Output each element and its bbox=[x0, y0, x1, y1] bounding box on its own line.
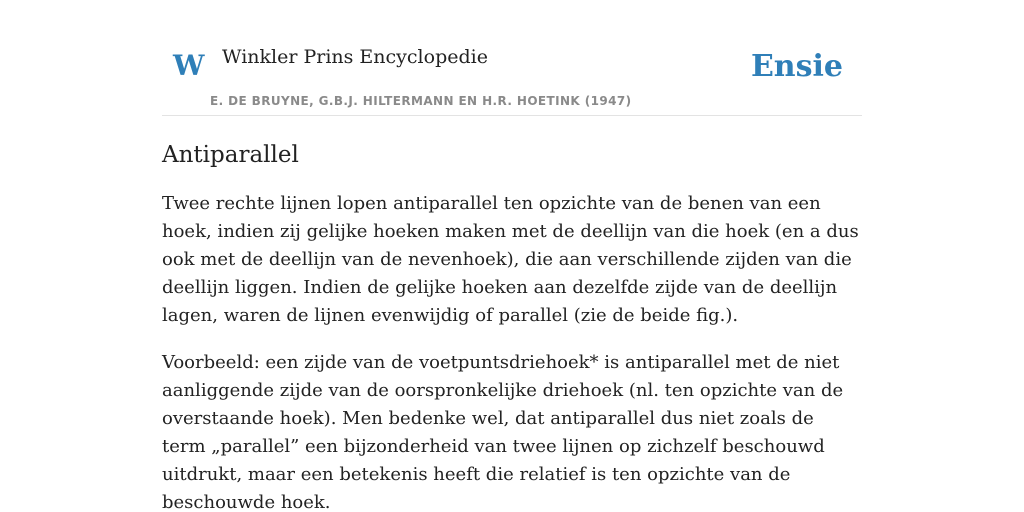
entry-content bbox=[162, 138, 862, 512]
entry-paragraph: Voorbeeld: een zijde van de voetpuntsdriehoek* is antiparallel met de niet aanliggende zijde van de oorspronkelijke driehoek (nl. ten opzichte van de overstaande hoek). Men bedenke wel, dat antiparallel dus niet zoals de term „parallel” een bijzonderheid van twee lijnen op zichzelf beschouwd uitdrukt, maar een betekenis heeft die relatief is ten opzichte van de beschouwde hoek. bbox=[162, 352, 844, 512]
ensie-logo[interactable]: Ensie bbox=[750, 49, 843, 84]
book-title[interactable]: Winkler Prins Encyclopedie bbox=[222, 46, 488, 68]
book-authors: E. DE BRUYNE, G.B.J. HILTERMANN EN H.R. HOETINK (1947) bbox=[210, 94, 632, 108]
site-header bbox=[162, 0, 862, 116]
entry-title: Antiparallel bbox=[162, 142, 299, 168]
winkler-prins-logo[interactable]: W bbox=[173, 49, 205, 82]
entry-paragraph: Twee rechte lijnen lopen antiparallel ten opzichte van de benen van een hoek, indien zij gelijke hoeken maken met de deellijn van die hoek (en a dus ook met de deellijn van de nevenhoek), die aan verschillende zijden van die deellijn liggen. Indien de gelijke hoeken aan dezelfde zijde van de deellijn lagen, waren de lijnen evenwijdig of parallel (zie de beide fig.). bbox=[162, 193, 859, 326]
